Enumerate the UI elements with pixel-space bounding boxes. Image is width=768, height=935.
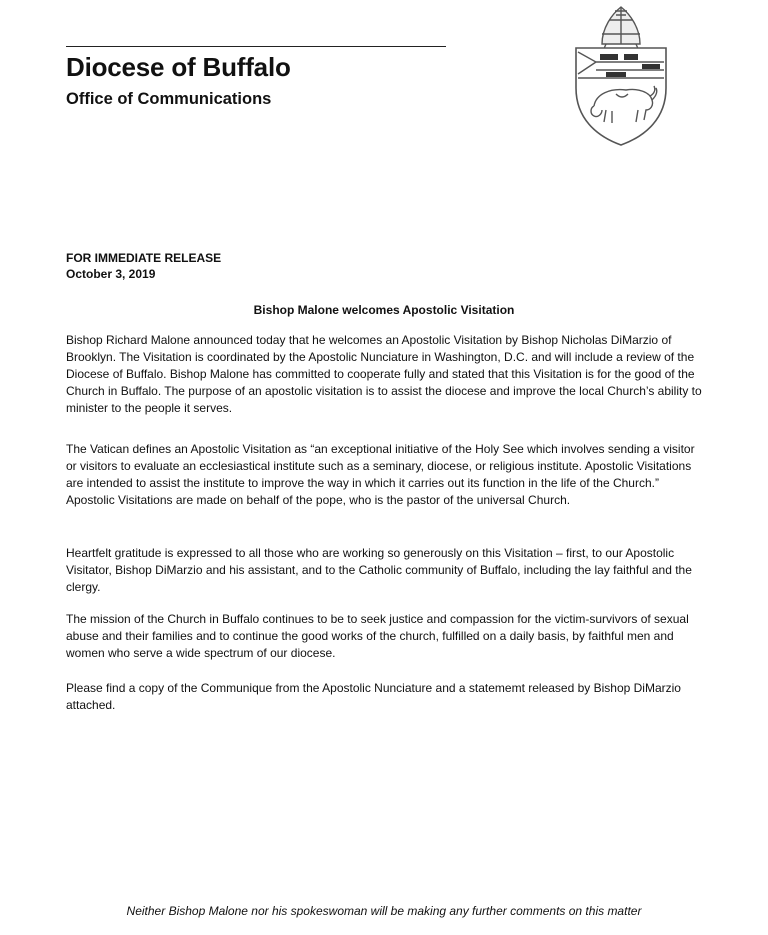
office-name: Office of Communications (66, 90, 272, 108)
footer-note: Neither Bishop Malone nor his spokeswoman will be making any further comments on this matter (126, 904, 642, 918)
body-paragraph: The Vatican defines an Apostolic Visitation as “an exceptional initiative of the Holy See which involves sending a visitor or visitors to evaluate an ecclesiastical institute such as a seminary, diocese, or religious institute. Apostolic Visitations are intended to assist the institute to improve the way in which it carries out its function in the life of the Church.” Apostolic Visitations are made on behalf of the pope, who is the pastor of the universal Church. (66, 442, 695, 507)
body-paragraph: The mission of the Church in Buffalo continues to be to seek justice and compassion for the victim-survivors of sexual abuse and their families and to continue the good works of the church, fulfilled on a daily basis, by faithful men and women who serve a wide spectrum of our diocese. (66, 612, 689, 660)
headline: Bishop Malone welcomes Apostolic Visitation (253, 303, 515, 317)
body-paragraph: Bishop Richard Malone announced today that he welcomes an Apostolic Visitation by Bishop Nicholas DiMarzio of Brooklyn. The Visitation is coordinated by the Apostolic Nunciature in Washington, D.C. and will include a review of the Diocese of Buffalo. Bishop Malone has committed to cooperate fully and stated that this Visitation is for the good of the Church in Buffalo. The purpose of an apostolic visitation is to assist the diocese and improve the local Church’s ability to minister to the people it serves. (66, 333, 702, 415)
body-paragraph: Heartfelt gratitude is expressed to all those who are working so generously on this Visitation – first, to our Apostolic Visitator, Bishop DiMarzio and his assistant, and to the Catholic community of Buffalo, including the lay faithful and the clergy. (66, 546, 692, 594)
body-paragraph: Please find a copy of the Communique from the Apostolic Nunciature and a statememt released by Bishop DiMarzio attached. (66, 681, 681, 712)
header-rule (66, 46, 446, 47)
release-date: October 3, 2019 (66, 267, 156, 281)
release-label: FOR IMMEDIATE RELEASE (66, 251, 222, 265)
diocesan-crest-icon (566, 4, 676, 149)
org-name: Diocese of Buffalo (66, 52, 291, 82)
